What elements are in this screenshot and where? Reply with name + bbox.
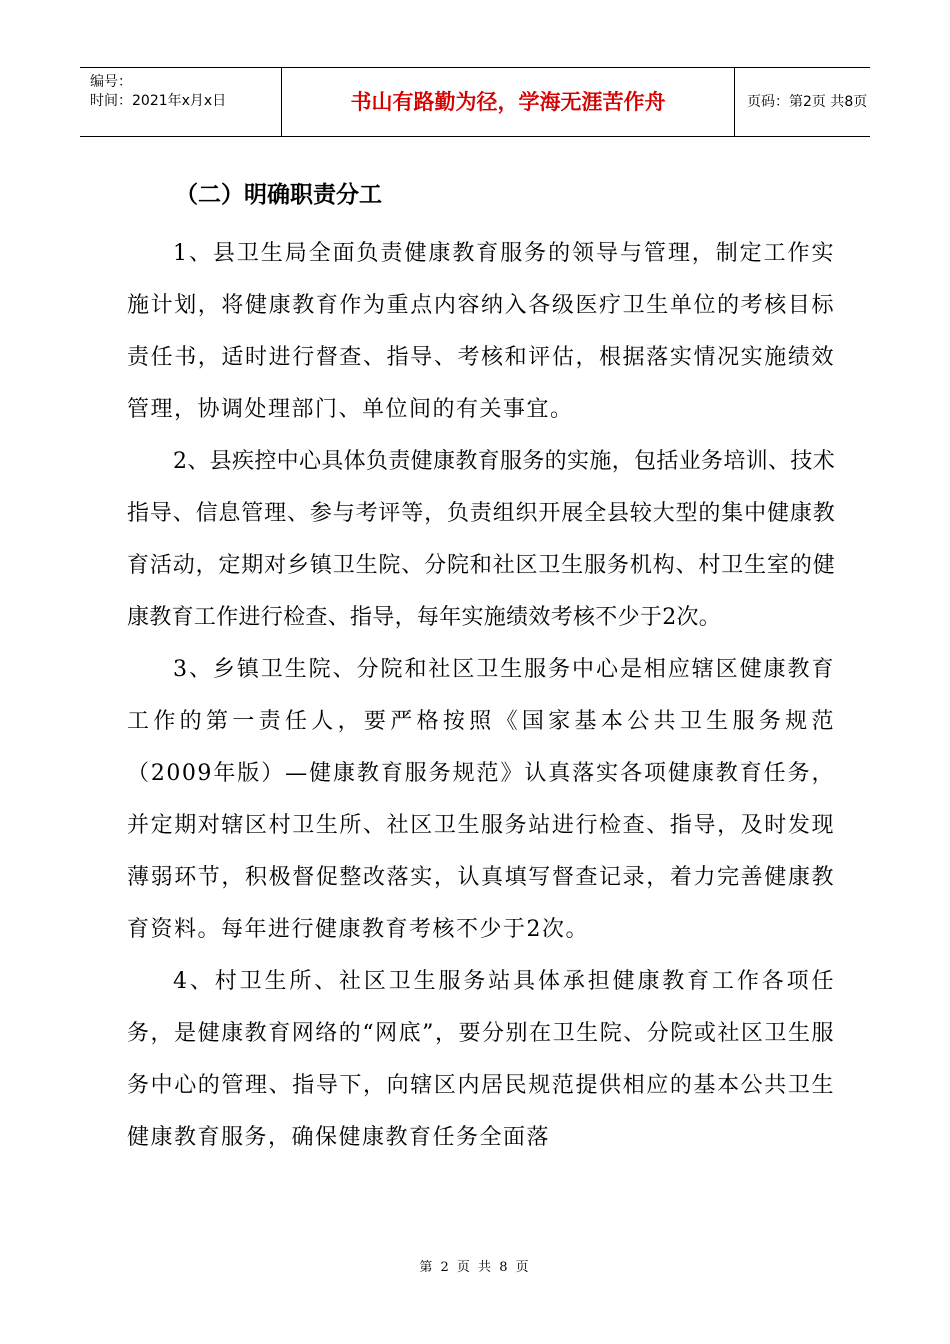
header-motto: 书山有路勤为径，学海无涯苦作舟 <box>282 68 735 136</box>
paragraph-4: 4、村卫生所、社区卫生服务站具体承担健康教育工作各项任务，是健康教育网络的“网底”，要分别在卫生院、分院或社区卫生服务中心的管理、指导下，向辖区内居民规范提供相应的基本公共卫生健康教育服务，确保健康教育任务全面落 <box>127 969 835 1150</box>
paragraph-1: 1、县卫生局全面负责健康教育服务的领导与管理，制定工作实施计划，将健康教育作为重点内容纳入各级医疗卫生单位的考核目标责任书，适时进行督查、指导、考核和评估，根据落实情况实施绩效管理，协调处理部门、单位间的有关事宜。 <box>127 241 835 422</box>
page-header <box>80 67 870 137</box>
header-page-info: 页码：第2页 共8页 <box>747 94 868 110</box>
paragraph-2: 2、县疾控中心具体负责健康教育服务的实施，包括业务培训、技术指导、信息管理、参与考评等，负责组织开展全县较大型的集中健康教育活动，定期对乡镇卫生院、分院和社区卫生服务机构、村卫生室的健康教育工作进行检查、指导，每年实施绩效考核不少于2次。 <box>127 449 835 630</box>
document-time-label: 时间：2021年x月x日 <box>90 93 227 109</box>
header-meta-cell <box>80 68 282 136</box>
page-footer: 第 2 页 共 8 页 <box>419 1260 531 1275</box>
document-number-label: 编号： <box>90 74 132 90</box>
document-body <box>127 172 835 1164</box>
section-heading: （二）明确职责分工 <box>175 182 382 208</box>
paragraph-3: 3、乡镇卫生院、分院和社区卫生服务中心是相应辖区健康教育工作的第一责任人，要严格按照《国家基本公共卫生服务规范（2009年版）—健康教育服务规范》认真落实各项健康教育任务，并定期对辖区村卫生所、社区卫生服务站进行检查、指导，及时发现薄弱环节，积极督促整改落实，认真填写督查记录，着力完善健康教育资料。每年进行健康教育考核不少于2次。 <box>127 657 835 942</box>
